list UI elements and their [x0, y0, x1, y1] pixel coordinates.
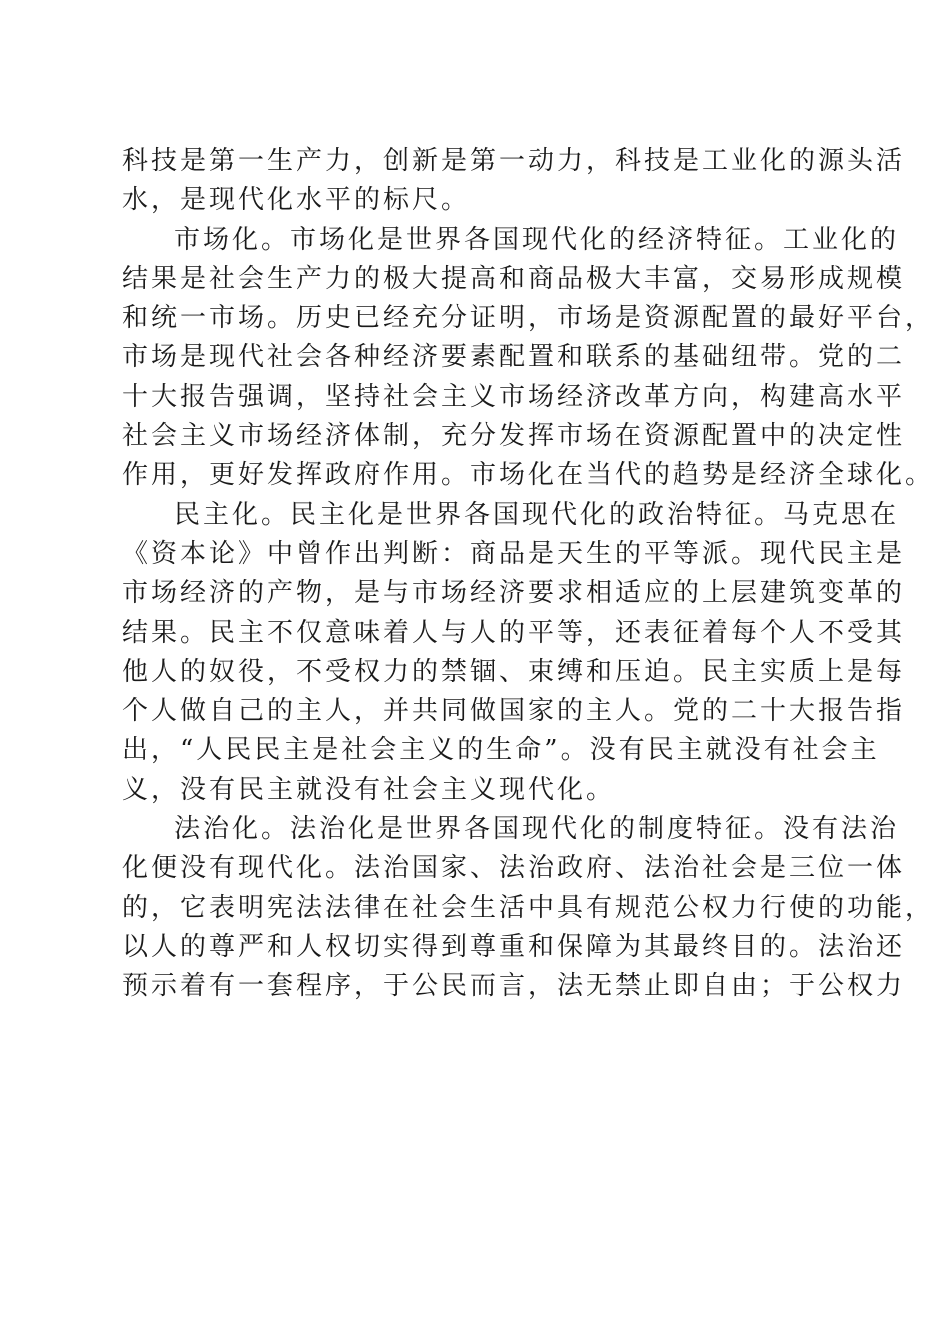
text-line: 出，“人民民主是社会主义的生命”。没有民主就没有社会主	[122, 735, 880, 766]
text-line: 义，没有民主就没有社会主义现代化。	[122, 774, 616, 805]
text-line: 和统一市场。历史已经充分证明，市场是资源配置的最好平台，	[122, 303, 935, 334]
text-line: 《资本论》中曾作出判断：商品是天生的平等派。现代民主是	[122, 538, 906, 569]
text-line: 结果。民主不仅意味着人与人的平等，还表征着每个人不受其	[122, 617, 906, 648]
text-line: 的，它表明宪法法律在社会生活中具有规范公权力行使的功能，	[122, 892, 935, 923]
text-line: 民主化。民主化是世界各国现代化的政治特征。马克思在	[174, 499, 900, 530]
text-line: 社会主义市场经济体制，充分发挥市场在资源配置中的决定性	[122, 421, 906, 452]
text-line: 法治化。法治化是世界各国现代化的制度特征。没有法治	[174, 814, 900, 845]
text-line: 市场化。市场化是世界各国现代化的经济特征。工业化的	[174, 224, 900, 255]
text-line: 十大报告强调，坚持社会主义市场经济改革方向，构建高水平	[122, 381, 906, 412]
text-line: 作用，更好发挥政府作用。市场化在当代的趋势是经济全球化。	[122, 460, 935, 491]
text-line: 结果是社会生产力的极大提高和商品极大丰富，交易形成规模	[122, 263, 906, 294]
body-text	[122, 142, 935, 1007]
text-line: 预示着有一套程序，于公民而言，法无禁止即自由；于公权力	[122, 971, 906, 1002]
text-line: 市场经济的产物，是与市场经济要求相适应的上层建筑变革的	[122, 578, 906, 609]
text-line: 以人的尊严和人权切实得到尊重和保障为其最终目的。法治还	[122, 931, 906, 962]
text-line: 他人的奴役，不受权力的禁锢、束缚和压迫。民主实质上是每	[122, 656, 906, 687]
text-line: 水，是现代化水平的标尺。	[122, 185, 471, 216]
text-line: 个人做自己的主人，并共同做国家的主人。党的二十大报告指	[122, 696, 906, 727]
text-line: 科技是第一生产力，创新是第一动力，科技是工业化的源头活	[122, 146, 906, 176]
text-line: 市场是现代社会各种经济要素配置和联系的基础纽带。党的二	[122, 342, 906, 373]
text-line: 化便没有现代化。法治国家、法治政府、法治社会是三位一体	[122, 853, 906, 884]
